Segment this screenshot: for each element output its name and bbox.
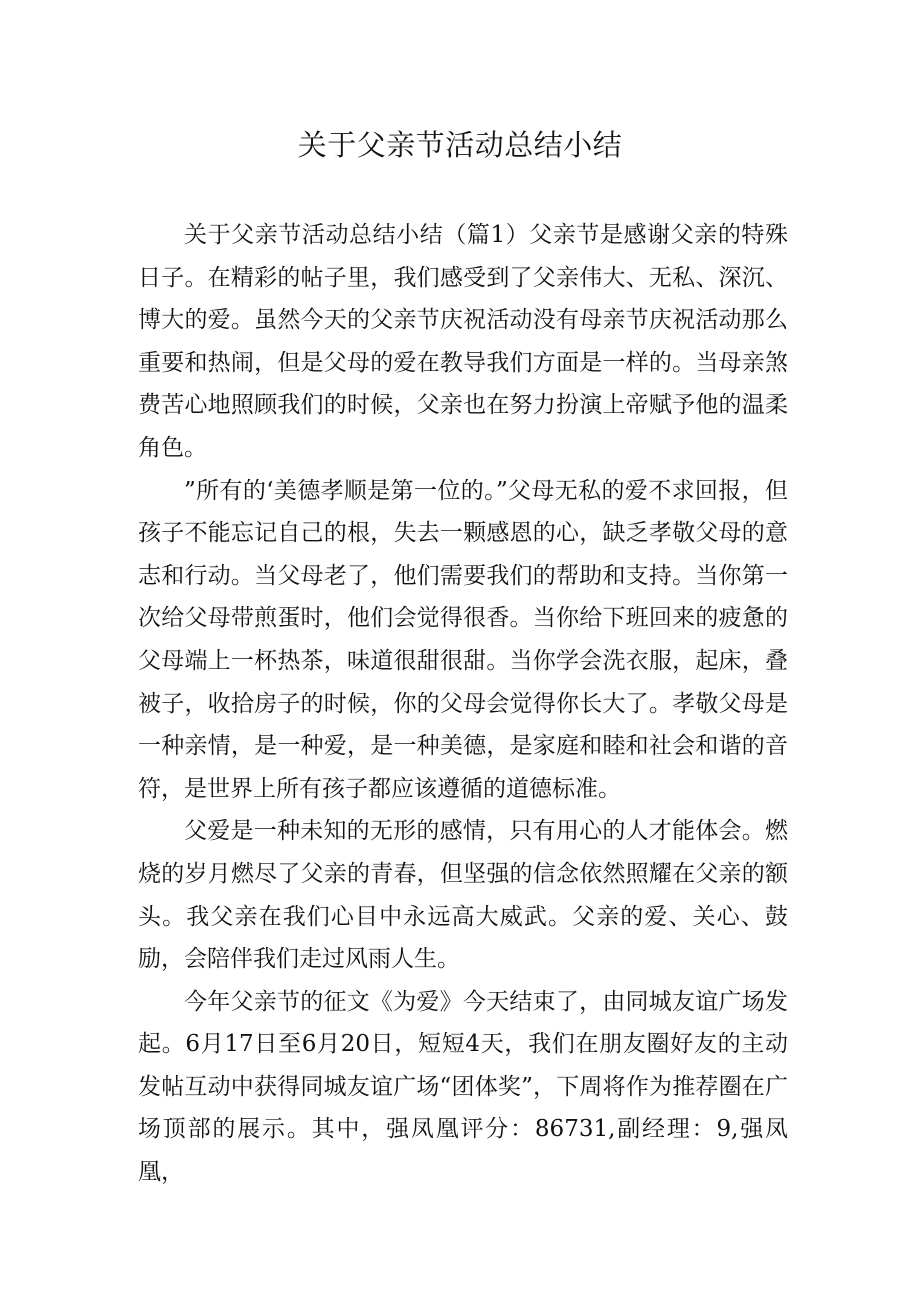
paragraph: ”所有的‘美德孝顺是第一位的。”父母无私的爱不求回报，但孩子不能忘记自己的根，失去一颗感恩的心，缺乏孝敬父母的意志和行动。当父母老了，他们需要我们的帮助和支持。当你第一次给父母带煎蛋时，他们会觉得很香。当你给下班回来的疲惫的父母端上一杯热茶，味道很甜很甜。当你学会洗衣服，起床，叠被子，收拾房子的时候，你的父母会觉得你长大了。孝敬父母是一种亲情，是一种爱，是一种美德，是家庭和睦和社会和谐的音符，是世界上所有孩子都应该遵循的道德标准。 bbox=[138, 477, 788, 802]
paragraph: 父爱是一种未知的无形的感情，只有用心的人才能体会。燃烧的岁月燃尽了父亲的青春，但坚强的信念依然照耀在父亲的额头。我父亲在我们心目中永远高大威武。父亲的爱、关心、鼓励，会陪伴我们走过风雨人生。 bbox=[138, 818, 788, 973]
paragraph: 今年父亲节的征文《为爱》今天结束了，由同城友谊广场发起。6月17日至6月20日，短短4天，我们在朋友圈好友的主动发帖互动中获得同城友谊广场“团体奖”，下周将作为推荐圈在广场顶部的展示。其中，强凤凰评分：86731,副经理：9,强凤凰， bbox=[138, 988, 788, 1186]
paragraph: 关于父亲节活动总结小结（篇1）父亲节是感谢父亲的特殊日子。在精彩的帖子里，我们感受到了父亲伟大、无私、深沉、博大的爱。虽然今天的父亲节庆祝活动没有母亲节庆祝活动那么重要和热闹，但是父母的爱在教导我们方面是一样的。当母亲煞费苦心地照顾我们的时候，父亲也在努力扮演上帝赋予他的温柔角色。 bbox=[138, 222, 788, 461]
document-title: 关于父亲节活动总结小结 bbox=[297, 128, 623, 162]
document-body bbox=[138, 214, 788, 1194]
